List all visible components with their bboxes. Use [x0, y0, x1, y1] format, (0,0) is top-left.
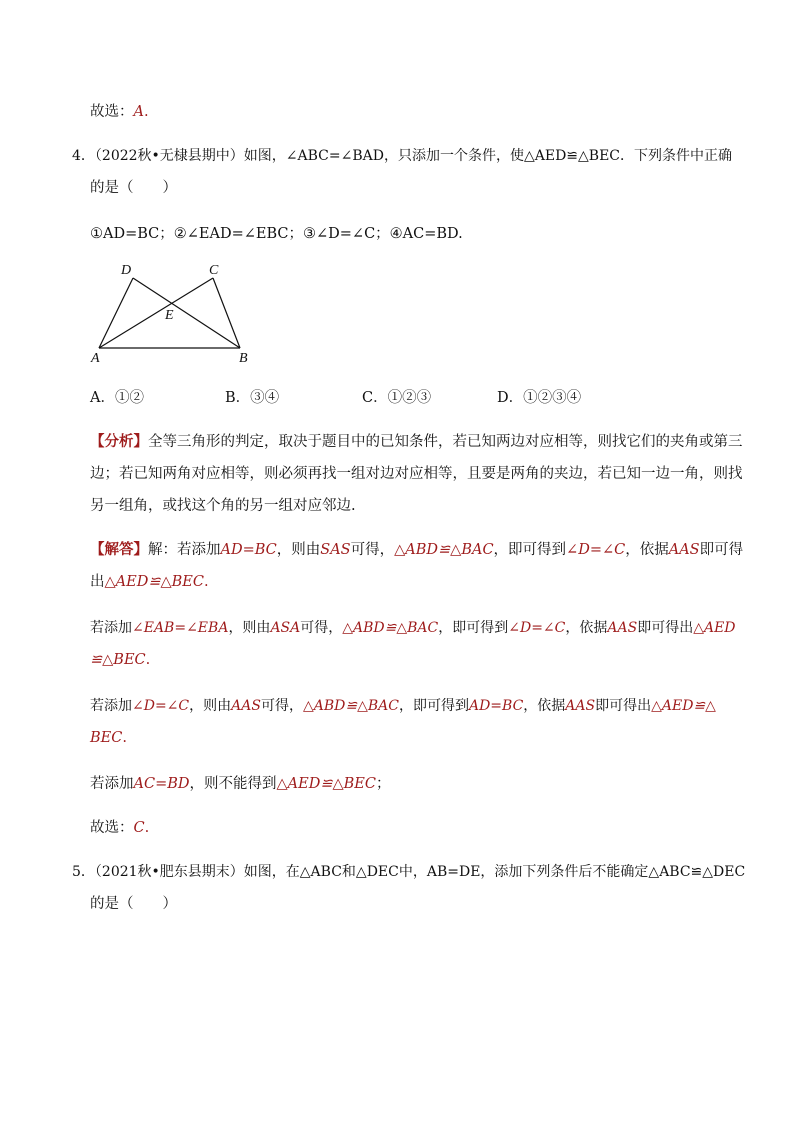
previous-answer: 故选：A. — [90, 104, 149, 120]
label-b: B — [239, 351, 248, 366]
q4-option-d[interactable]: D．①②③④ — [497, 390, 582, 406]
q4-stem-line2: 的是（ ） — [90, 180, 177, 196]
q4-solution-p1-line1: 【解答】解：若添加AD=BC，则由SAS可得，△ABD≌△BAC，即可得到∠D=∠C，依据AAS即可得 — [90, 541, 744, 558]
q4-analysis-line3: 另一组角，或找这个角的另一组对应邻边. — [90, 498, 356, 514]
q5-stem-line1: 5．（2021秋•肥东县期末）如图，在△ABC和△DEC中，AB=DE，添加下列条件后不能确定△ABC≌△DEC — [72, 864, 746, 880]
label-d: D — [121, 263, 132, 278]
label-c: C — [209, 263, 219, 278]
q4-solution-p4: 若添加AC=BD，则不能得到△AED≌△BEC； — [90, 776, 391, 792]
q4-solution-p3-line1: 若添加∠D=∠C，则由AAS可得，△ABD≌△BAC，即可得到AD=BC，依据AAS即可得出△AED≌△ — [90, 698, 716, 714]
q4-stem-line1: 4．（2022秋•无棣县期中）如图，∠ABC=∠BAD，只添加一个条件，使△AED≌△BEC．下列条件中正确 — [72, 148, 733, 164]
q4-solution-p2-line1: 若添加∠EAB=∠EBA，则由ASA可得，△ABD≌△BAC，即可得到∠D=∠C，依据AAS即可得出△AED — [90, 620, 736, 636]
q4-solution-p3-line2: BEC. — [90, 730, 127, 746]
q4-option-b[interactable]: B．③④ — [225, 390, 280, 406]
analysis-tag: 【分析】 — [90, 433, 148, 450]
q4-figure — [85, 258, 285, 368]
q4-solution-p2-line2: ≌△BEC. — [90, 652, 151, 668]
segment-bd — [133, 278, 240, 348]
label-a: A — [91, 351, 100, 366]
segment-bc — [213, 278, 240, 348]
label-e: E — [165, 308, 174, 323]
q4-final-answer: 故选：C. — [90, 820, 150, 836]
q4-analysis-line2: 边；若已知两角对应相等，则必须再找一组对边对应相等，且要是两角的夹边，若已知一边一角，则找 — [90, 466, 743, 482]
q4-analysis-line1: 【分析】全等三角形的判定，取决于题目中的已知条件，若已知两边对应相等，则找它们的夹角或第三 — [90, 433, 743, 450]
solution-tag: 【解答】 — [90, 541, 148, 558]
q4-solution-p1-line2: 出△AED≌△BEC. — [90, 574, 209, 590]
q4-option-a[interactable]: A．①② — [90, 390, 144, 406]
q4-conditions: ①AD=BC；②∠EAD=∠EBC；③∠D=∠C；④AC=BD. — [90, 226, 463, 242]
q4-option-c[interactable]: C．①②③ — [362, 390, 432, 406]
q5-stem-line2: 的是（ ） — [90, 896, 177, 912]
